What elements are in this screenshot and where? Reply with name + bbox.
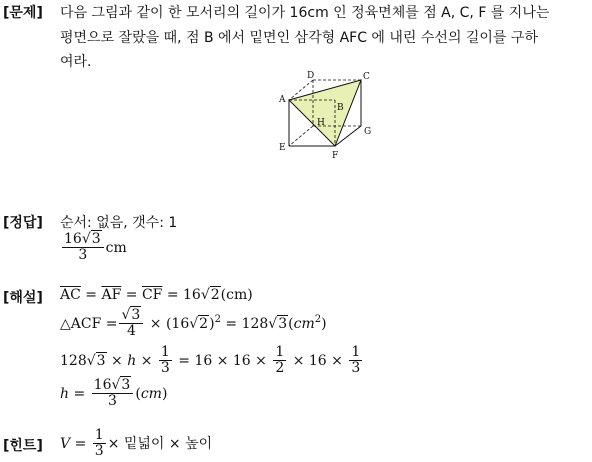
vertex-E: E [279, 143, 286, 153]
solution-line-4: h = $\frac{16√3}{3}$ (cm) [60, 377, 168, 410]
solution-label: [해설] [3, 290, 43, 306]
cut-plane-triangle [289, 80, 361, 146]
vertex-G: G [364, 127, 372, 137]
problem-line-1: 다음 그림과 같이 한 모서리의 길이가 16cm 인 정육면체를 점 A, C, F 를 지나는 [60, 5, 550, 21]
vertex-B: B [337, 103, 344, 113]
vertex-A: A [279, 95, 286, 105]
hint-formula: V = $\frac{1}{3}$ × 밑넓이 × 높이 [60, 427, 213, 460]
cube-figure [275, 70, 385, 162]
problem-line-2: 평면으로 잘랐을 때, 점 B 에서 밑면인 삼각형 AFC 에 내린 수선의 길이를 구하 [60, 30, 538, 46]
problem-label: [문제] [3, 5, 43, 21]
answer-meta: 순서: 없음, 갯수: 1 [60, 215, 178, 231]
solution-line-2: △ACF = $\frac{√3}{4}$ × $(16√2)^2 = 128√3(cm^2)$ [60, 307, 327, 340]
vertex-D: D [307, 71, 315, 81]
vertex-C: C [363, 72, 370, 82]
solution-line-1: $\overline{AC} = \overline{AF} = \overline{CF} = 16√2(cm)$ [60, 287, 253, 303]
answer-label: [정답] [3, 215, 43, 231]
problem-line-3: 여라. [60, 54, 92, 70]
answer-value: $\frac{16√3}{3}$ cm [64, 231, 127, 264]
hint-label: [힌트] [3, 438, 43, 454]
vertex-H: H [317, 118, 325, 128]
vertex-F: F [332, 151, 339, 161]
solution-line-3: 128√3 × h × $\frac{1}{3}$ = 16 × 16 × $\frac{1}{2}$ × 16 × $\frac{1}{3}$ [60, 344, 361, 377]
